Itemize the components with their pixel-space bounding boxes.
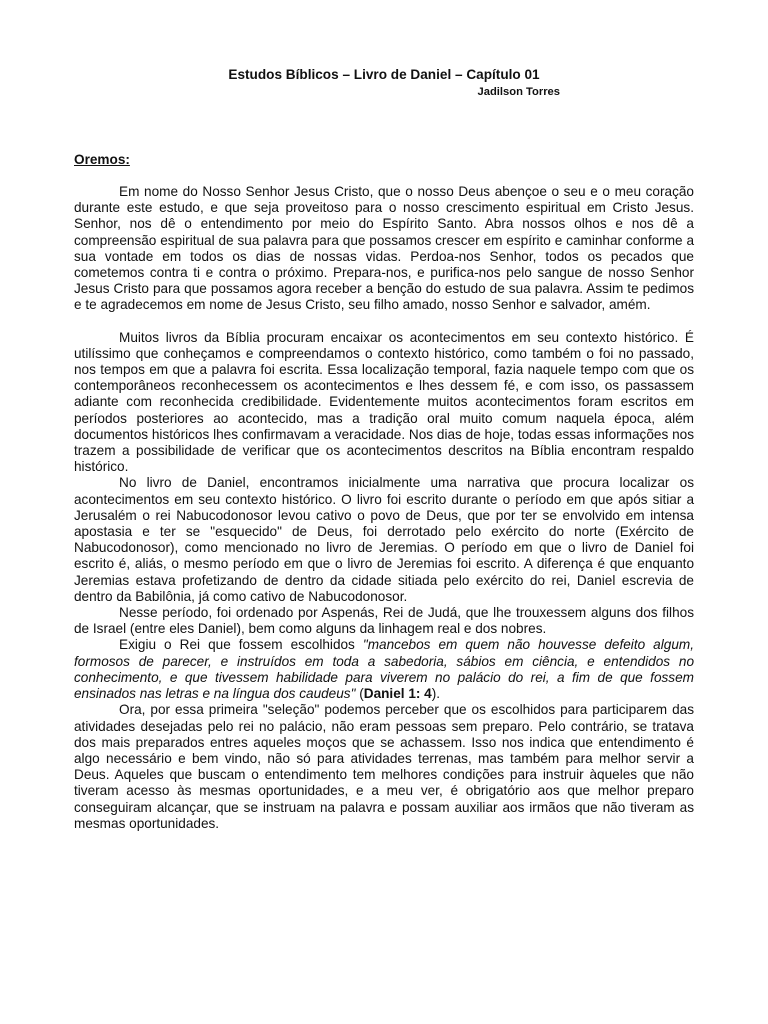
document-body <box>74 184 694 832</box>
paragraph-daniel-context: No livro de Daniel, encontramos inicialmente uma narrativa que procura localizar os acontecimentos em seu contexto histórico. O livro foi escrito durante o período em que após sitiar a Jerusalém o rei Nabucodonosor levou cativo o povo de Deus, que por ter se envolvido em intensa apostasia e ter se "esquecido" de Deus, foi derrotado pelo exército do norte (Exército de Nabucodonosor), como mencionado no livro de Jeremias. O período em que o livro de Daniel foi escrito é, aliás, o mesmo período em que o livro de Jeremias foi escrito. A diferença é que enquanto Jeremias estava profetizando de dentro da cidade sitiada pelo exército do rei, Daniel escrevia de dentro da Babilônia, já como cativo de Nabucodonosor. <box>74 475 694 604</box>
paragraph-aspenas-order: Nesse período, foi ordenado por Aspenás, Rei de Judá, que lhe trouxessem alguns dos filhos de Israel (entre eles Daniel), bem como alguns da linhagem real e dos nobres. <box>74 605 694 637</box>
paragraph-historical-context: Muitos livros da Bíblia procuram encaixar os acontecimentos em seu contexto histórico. É utilíssimo que conheçamos e compreendamos o contexto histórico, como também o foi no passado, nos tempos em que a palavra foi escrita. Essa localização temporal, fazia naquele tempo com que os contemporâneos reconhecessem os acontecimentos e lhes dessem fé, e com isso, os passassem adiante com reconhecida credibilidade. Evidentemente muitos acontecimentos foram escritos em períodos posteriores ao acontecido, mas a tradição oral muito comum naquela época, além documentos históricos lhes confirmavam a veracidade. Nos dias de hoje, todas essas informações nos trazem a possibilidade de verificar que os acontecimentos descritos na Bíblia encontram respaldo histórico. <box>74 329 694 475</box>
paragraph-text: ). <box>431 686 441 702</box>
document-page <box>74 66 694 832</box>
scripture-quote: "mancebos em quem não houvesse defeito algum, formosos de parecer, e instruídos em toda a sabedoria, sábios em ciência, e entendidos no conhecimento, e que tivessem habilidade para viverem no palácio do rei, a fim de que fossem ensinados nas letras e na língua dos caudeus" <box>74 637 694 702</box>
section-heading: Oremos: <box>74 152 130 167</box>
document-author: Jadilson Torres <box>477 86 560 98</box>
paragraph-prayer: Em nome do Nosso Senhor Jesus Cristo, que o nosso Deus abençoe o seu e o meu coração durante este estudo, e que seja proveitoso para o nosso crescimento espiritual em Cristo Jesus. Senhor, nos dê o entendimento por meio do Espírito Santo. Abra nossos olhos e nos dê a compreensão espiritual de sua palavra para que possamos crescer em espírito e caminhar conforme a sua vontade em todos os dias de nossas vidas. Perdoa-nos Senhor, todos os pecados que cometemos contra ti e contra o próximo. Prepara-nos, e purifica-nos pelo sangue de nosso Senhor Jesus Cristo para que possamos agora receber a benção do estudo de sua palavra. Assim te pedimos e te agradecemos em nome de Jesus Cristo, seu filho amado, nosso Senhor e salvador, amém. <box>74 184 694 313</box>
document-title: Estudos Bíblicos – Livro de Daniel – Capítulo 01 <box>228 67 540 82</box>
scripture-reference: Daniel 1: 4 <box>363 686 432 702</box>
paragraph-king-requirement <box>74 637 694 702</box>
paragraph-text: Exigiu o Rei que fossem escolhidos <box>119 637 363 653</box>
paragraph-text: ( <box>355 686 364 702</box>
paragraph-selection: Ora, por essa primeira "seleção" podemos perceber que os escolhidos para participarem das atividades desejadas pelo rei no palácio, não eram pessoas sem preparo. Pelo contrário, se tratava dos mais preparados entres aqueles moços que se achassem. Isso nos indica que entendimento é algo necessário e bem vindo, não só para atividades terrenas, mas também para melhor servir a Deus. Aqueles que buscam o entendimento tem melhores condições para instruir àqueles que não tiveram acesso às mesmas oportunidades, e a meu ver, é obrigatório aos que melhor preparo conseguiram alcançar, que se instruam na palavra e possam auxiliar aos irmãos que não tiveram as mesmas oportunidades. <box>74 702 694 831</box>
